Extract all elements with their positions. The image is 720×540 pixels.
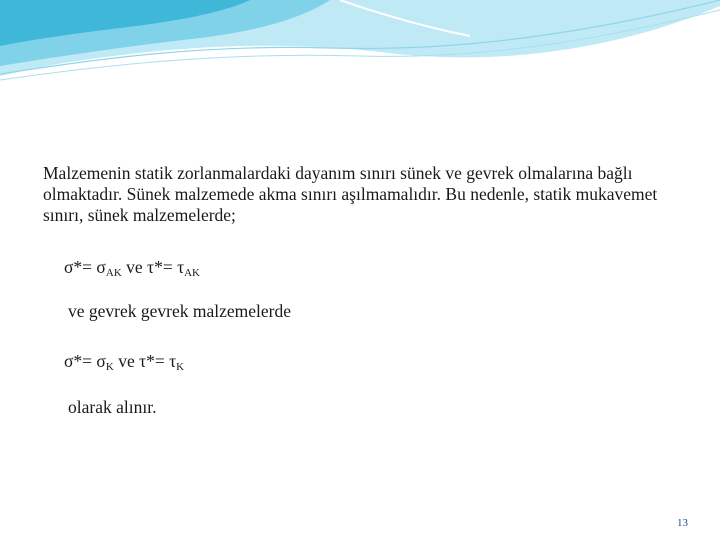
tau-expression: τ*= τ	[147, 257, 185, 277]
brittle-formula	[64, 350, 184, 378]
tau-subscript: K	[176, 361, 185, 373]
ductile-formula	[64, 256, 200, 284]
tau-expression: τ*= τ	[139, 351, 177, 371]
closing-text: olarak alınır.	[68, 397, 157, 417]
page-number: 13	[677, 517, 688, 529]
sigma-expression: σ*= σ	[64, 351, 106, 371]
sigma-subscript: AK	[105, 267, 122, 279]
formula-connector: ve	[113, 351, 140, 371]
brittle-intro-text: ve gevrek gevrek malzemelerde	[68, 301, 291, 321]
formula-connector: ve	[121, 257, 148, 277]
tau-subscript: AK	[184, 267, 200, 279]
sigma-expression: σ*= σ	[64, 257, 106, 277]
sigma-subscript: K	[105, 361, 114, 373]
body-paragraph: Malzemenin statik zorlanmalardaki dayanım sınırı sünek ve gevrek olmalarına bağlı olmaktadır. Sünek malzemede akma sınırı aşılmamalıdır. Bu nedenle, statik mukavemet sınırı, sünek malzemelerde;	[43, 163, 658, 225]
